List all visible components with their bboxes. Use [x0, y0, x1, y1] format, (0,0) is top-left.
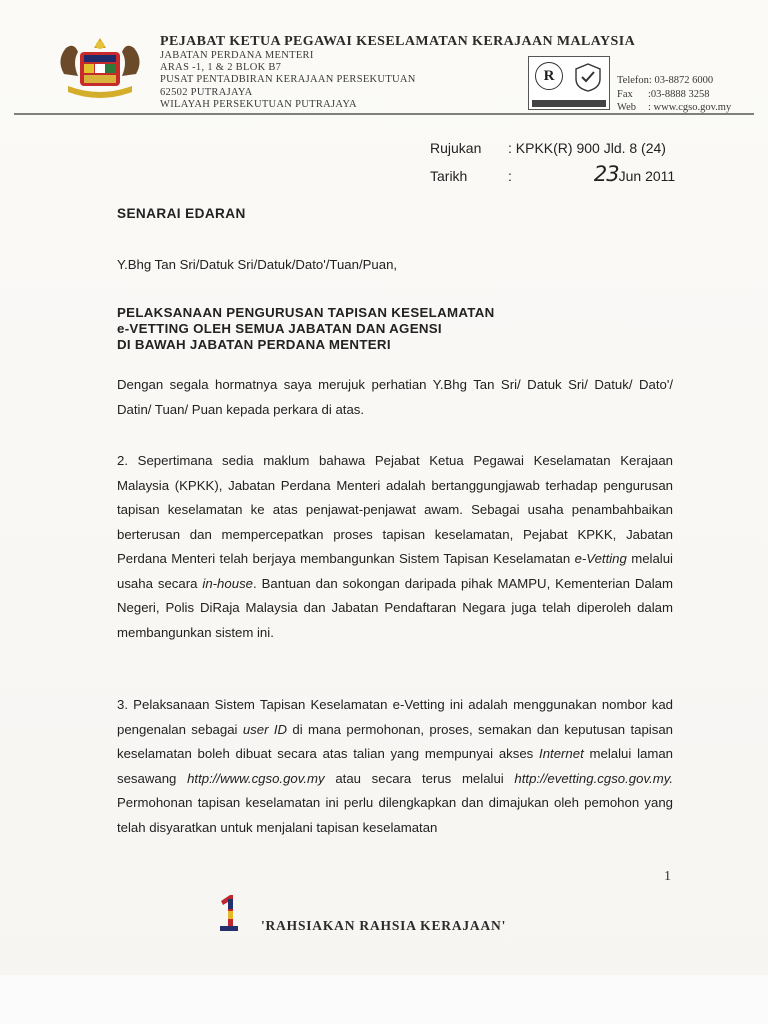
1malaysia-logo-icon — [217, 893, 239, 933]
telefon-label: Telefon: — [617, 75, 652, 86]
paragraph-2-text: 2. Sepertimana sedia maklum bahawa Pejabat Ketua Pegawai Keselamatan Kerajaan Malaysia (KPKK), Jabatan Perdana Menteri adalah bertanggungjawab terhadap pengurusan tapisan keselamatan ke atas penjawat-penjawat awam. Sebagai usaha penambahbaikan berterusan dan mempercepatkan proses tapisan keselamatan, Pejabat KPKK, Jabatan Perdana Menteri telah berjaya membangunkan Sistem Tapisan Keselamatan — [117, 453, 673, 566]
subject-block — [117, 305, 673, 353]
rujukan-label: Rujukan — [430, 140, 482, 156]
registered-mark-icon: R — [535, 62, 563, 90]
address-line: WILAYAH PERSEKUTUAN PUTRAJAYA — [160, 98, 357, 110]
organization-title: PEJABAT KETUA PEGAWAI KESELAMATAN KERAJAAN MALAYSIA — [160, 34, 636, 49]
paragraph-3-text: atau secara terus melalui — [324, 770, 515, 786]
paragraph-2-text: melalui usaha secara — [117, 551, 673, 591]
paragraph-3-text: Permohonan tapisan keselamatan ini perlu dilengkapkan dan dimajukan oleh pemohon yang telah disyaratkan untuk menjalani tapisan keselamatan — [117, 795, 673, 835]
paragraph-3-text: 3. Pelaksanaan Sistem Tapisan Keselamatan e-Vetting ini adalah menggunakan nombor kad pengenalan sebagai — [117, 697, 673, 737]
address-line: JABATAN PERDANA MENTERI — [160, 50, 314, 61]
ukas-mark-icon — [573, 62, 603, 92]
paragraph-1: Dengan segala hormatnya saya merujuk perhatian Y.Bhg Tan Sri/ Datuk Sri/ Datuk/ Dato'/ Datin/ Tuan/ Puan kepada perkara di atas. — [117, 377, 673, 417]
evetting-link[interactable]: http://evetting.cgso.gov.my. — [514, 770, 673, 786]
tarikh-label: Tarikh — [430, 168, 468, 184]
subject-line: DI BAWAH JABATAN PERDANA MENTERI — [117, 337, 391, 352]
website-link[interactable]: http://www.cgso.gov.my — [187, 770, 325, 786]
web-value: : www.cgso.gov.my — [648, 102, 732, 113]
address-line: PUSAT PENTADBIRAN KERAJAAN PERSEKUTUAN — [160, 74, 416, 86]
date-day-handwritten: 23 — [593, 162, 619, 186]
tarikh-separator: : — [508, 168, 512, 184]
page-number: 1 — [664, 869, 671, 884]
subject-line: e-VETTING OLEH SEMUA JABATAN DAN AGENSI — [117, 321, 442, 336]
address-line: ARAS -1, 1 & 2 BLOK B7 — [160, 62, 282, 74]
contact-block — [617, 74, 767, 115]
web-label: Web — [617, 102, 636, 113]
fax-value: :03-8888 3258 — [648, 88, 710, 100]
coat-of-arms-icon — [54, 36, 146, 104]
paragraph-3-text: melalui laman sesawang — [117, 746, 673, 786]
fax-label: Fax — [617, 88, 633, 100]
paragraph-3 — [117, 693, 673, 840]
paragraph-2-emphasis: e-Vetting — [574, 551, 627, 566]
salutation: Y.Bhg Tan Sri/Datuk Sri/Datuk/Dato'/Tuan/Puan, — [117, 257, 398, 272]
page-bottom-margin — [0, 975, 768, 1024]
classification-footer: 'RAHSIAKAN RAHSIA KERAJAAN' — [261, 918, 507, 933]
rujukan-value: : KPKK(R) 900 Jld. 8 (24) — [508, 140, 666, 156]
paragraph-3-emphasis: Internet — [539, 746, 584, 761]
paragraph-2-text: . Bantuan dan sokongan daripada pihak MAMPU, Kementerian Dalam Negeri, Polis DiRaja Malaysia dan Jabatan Pendaftaran Negara juga telah diperoleh dalam membangunkan sistem ini. — [117, 575, 673, 640]
telefon-value: 03-8872 6000 — [654, 75, 714, 86]
paragraph-3-text: di mana permohonan, proses, semakan dan keputusan tapisan keselamatan boleh dibuat secara atas talian yang mempunyai akses — [117, 721, 673, 761]
paragraph-2-emphasis: in-house — [202, 575, 253, 591]
paragraph-3-emphasis: user ID — [242, 721, 288, 737]
certification-logo — [528, 56, 610, 110]
subject-line: PELAKSANAAN PENGURUSAN TAPISAN KESELAMATAN — [117, 305, 495, 320]
certificate-caption — [532, 100, 606, 107]
date-month-year: Jun 2011 — [618, 168, 676, 184]
distribution-heading: SENARAI EDARAN — [117, 206, 246, 221]
address-line: 62502 PUTRAJAYA — [160, 86, 253, 98]
header-divider — [14, 113, 754, 115]
paragraph-2 — [117, 449, 673, 645]
reference-block — [430, 135, 675, 189]
